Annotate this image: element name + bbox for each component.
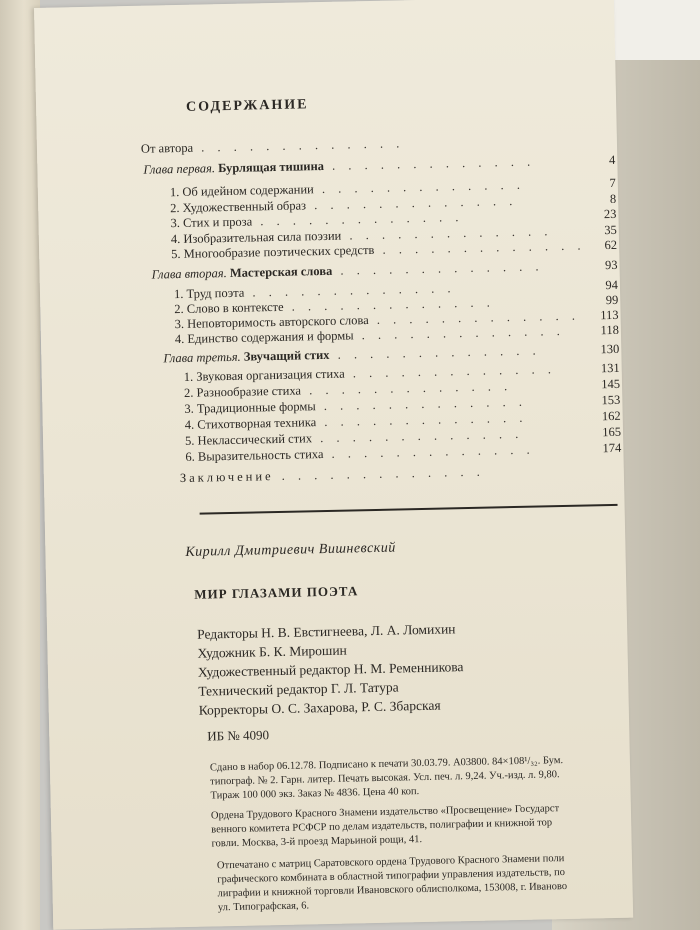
divider-rule [200,504,618,514]
toc-label: 1. Звуковая организация стиха [183,366,345,384]
toc-label: 2. Разнообразие стиха [183,383,302,400]
toc-leader-dots: . . . . . . . . . . . . . [244,281,456,300]
toc-label: От автора [140,140,194,156]
toc-label: 4. Единство содержания и формы [174,328,354,347]
toc-page-number: 162 [601,408,621,424]
colophon-book-title: МИР ГЛАЗАМИ ПОЭТА [194,583,359,602]
toc-label: 4. Изобразительная сила поэзии [170,228,342,247]
credit-line: Художественный редактор Н. М. Ременникова [197,659,464,680]
toc-leader-dots: . . . . . . . . . . . . . [311,426,524,446]
imprint-line: ул. Типографская, 6. [217,900,310,914]
toc-page-number: 23 [603,206,617,222]
toc-page-number: 93 [604,257,618,273]
toc-label: 1. Труд поэта [173,285,245,302]
toc-leader-dots: . . . . . . . . . . . . . [283,295,495,314]
toc-leader-dots: . . . . . . . . . . . . . [252,210,464,229]
credit-line: Художник Б. К. Мирошин [197,642,347,661]
imprint-line: лиграфии и книжной торговли Ивановского облисполкома, 153008, г. Иваново [217,881,568,900]
toc-title: СОДЕРЖАНИЕ [185,97,309,115]
toc-page-number: 145 [601,376,621,392]
toc-page-number: 62 [604,237,618,253]
toc-label: 2. Художественный образ [170,198,307,216]
toc-leader-dots: . . . . . . . . . . . . . [374,238,586,257]
toc-label: 1. Об идейном содержании [169,182,314,200]
colophon-author: Кирилл Дмитриевич Вишневский [185,540,396,560]
toc-page-number: 174 [602,440,622,456]
toc-page-number: 118 [600,322,620,338]
toc-page-number: 7 [609,175,616,190]
credit-line: Корректоры О. С. Захарова, Р. С. Збарская [198,697,441,718]
toc-page-number: 99 [605,292,619,308]
toc-page-number: 131 [600,360,620,376]
imprint-line: венного комитета РСФСР по делам издательств, полиграфии и книжной тор [211,817,553,836]
toc-label: 5. Неклассический стих [184,431,313,448]
toc-leader-dots: . . . . . . . . . . . . . [323,442,535,462]
toc-page-number: 94 [605,277,619,293]
imprint-line: Тираж 100 000 экз. Заказ № 4836. Цена 40 коп. [210,786,420,802]
toc-page-number: 35 [604,222,617,238]
toc-leader-dots: . . . . . . . . . . . . . [305,193,518,213]
imprint-line: Ордена Трудового Красного Знамени издательство «Просвещение» Государст [210,803,560,822]
toc-leader-dots: . . . . . . . . . . . . . [323,154,536,173]
toc-leader-dots: . . . . . . . . . . . . . [341,224,553,243]
toc-label: Бурлящая тишина [217,158,325,176]
toc-chapter [143,153,615,178]
toc-label: 5. Многообразие поэтических средств [171,242,375,262]
toc-leader-dots: . . . . . . . . . . . . . [316,410,528,430]
toc-chapter-prefix: Глава первая. [143,161,216,177]
toc-leader-dots: . . . . . . . . . . . . . [315,394,528,414]
imprint-line: типограф. № 2. Гарн. литер. Печать высокая. Усл. печ. л. 9,24. Уч.-изд. л. 9,80. [210,769,560,788]
imprint-line: Отпечатано с матриц Саратовского ордена Трудового Красного Знамени поли [216,853,565,872]
toc-label: Заключение [179,469,274,486]
toc-label: Мастерская слова [229,263,333,280]
toc-leader-dots: . . . . . . . . . . . . . [300,379,513,398]
toc-page-number: 165 [602,424,622,440]
ib-number: ИБ № 4090 [207,727,270,744]
toc-leader-dots: . . . . . . . . . . . . . [273,464,485,484]
toc-page-number: 113 [600,307,619,323]
toc-label: 6. Выразительность стиха [185,447,324,464]
toc-leader-dots: . . . . . . . . . . . . . [368,308,581,328]
toc-page-number: 8 [609,191,617,206]
toc-leader-dots: . . . . . . . . . . . . . [353,323,565,343]
toc-page-number: 153 [601,392,621,408]
toc-label: 3. Традиционные формы [184,399,316,416]
imprint-line: графического комбината в областной типографии управления издательств, по [217,867,566,886]
toc-page-number: 4 [608,152,616,167]
toc-label: 4. Стихотворная техника [184,415,317,432]
toc-page-number: 130 [600,341,620,357]
toc-leader-dots: . . . . . . . . . . . . . [344,362,557,381]
toc-chapter-prefix: Глава вторая. [151,266,227,282]
toc-label: 3. Неповторимость авторского слова [174,313,369,332]
toc-chapter-prefix: Глава третья. [163,349,241,366]
toc-label: 2. Слово в контексте [174,299,284,317]
toc-label: Звучащий стих [243,347,330,364]
toc-leader-dots: . . . . . . . . . . . . . [332,259,544,278]
background-left [0,0,40,930]
toc-entry [180,462,622,486]
toc-label: 3. Стих и проза [170,214,253,231]
imprint-line: говли. Москва, 3-й проезд Марьиной рощи, 41. [211,834,423,850]
book-page [34,0,633,930]
toc-leader-dots: . . . . . . . . . . . . . [313,177,526,197]
toc-leader-dots: . . . . . . . . . . . . . [192,136,405,155]
toc-leader-dots: . . . . . . . . . . . . . [329,343,541,362]
credit-line: Технический редактор Г. Л. Татура [198,679,399,699]
imprint-line: Сдано в набор 06.12.78. Подписано к печати 30.03.79. А03800. 84×108¹/₃₂. Бум. [209,755,564,774]
credit-line: Редакторы Н. В. Евстигнеева, Л. А. Ломихин [196,621,456,642]
toc-entry [141,132,615,157]
